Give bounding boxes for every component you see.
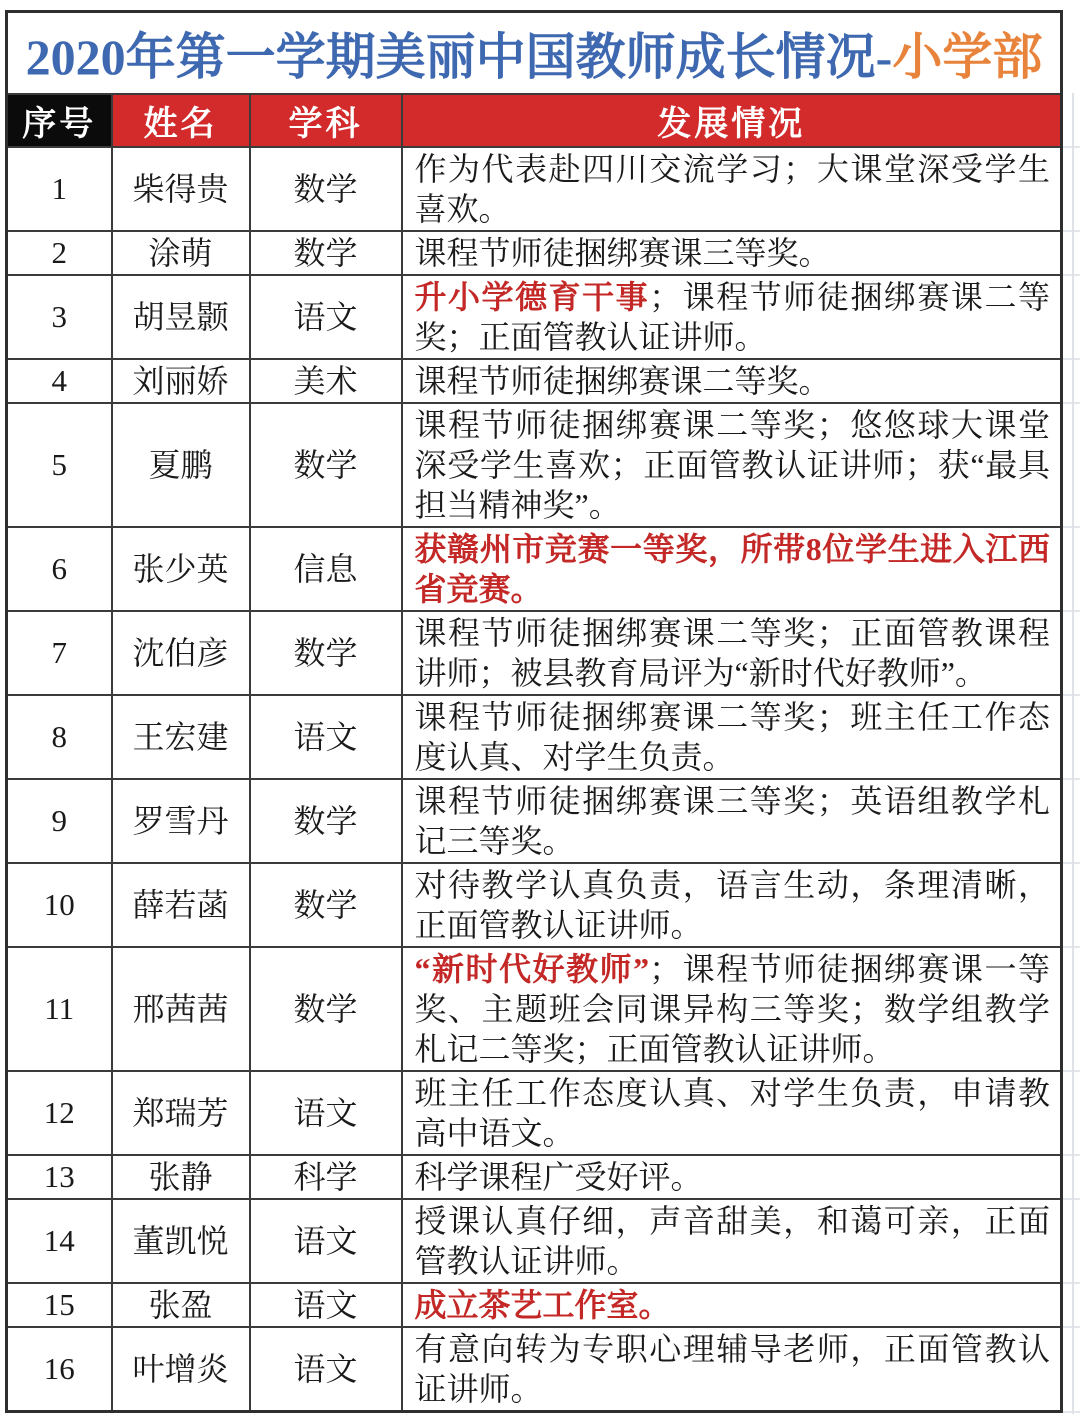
cell-development: [402, 1071, 1062, 1155]
cell-subject: 数学: [250, 947, 402, 1071]
table-row: [7, 403, 1062, 527]
column-header-subject: 学科: [250, 94, 402, 147]
table-row: [7, 1283, 1062, 1327]
cell-teacher-name: 沈伯彦: [112, 611, 250, 695]
cell-subject: 数学: [250, 403, 402, 527]
development-text: 课程节师徒捆绑赛课三等奖。: [414, 235, 831, 271]
table-row: [7, 695, 1062, 779]
cell-development: [402, 1327, 1062, 1412]
development-text-emphasis: 成立茶艺工作室。: [414, 1287, 671, 1323]
cell-subject: 语文: [250, 695, 402, 779]
cell-row-number: 8: [7, 695, 112, 779]
cell-development: [402, 527, 1062, 611]
development-text: 课程节师徒捆绑赛课二等奖；班主任工作态度认真、对学生负责。: [414, 699, 1050, 775]
table-row: [7, 611, 1062, 695]
table-row: [7, 947, 1062, 1071]
table-row: [7, 1199, 1062, 1283]
cell-row-number: 4: [7, 359, 112, 403]
column-header-development: 发展情况: [402, 94, 1062, 147]
table-row: [7, 527, 1062, 611]
cell-row-number: 2: [7, 231, 112, 275]
cell-development: [402, 779, 1062, 863]
cell-development: [402, 1155, 1062, 1199]
development-text: ；课程节师徒捆绑赛课一等奖、主题班会同课异构三等奖；数学组教学札记二等奖；正面管教认证讲师。: [414, 951, 1050, 1067]
page-title-suffix: 小学部: [892, 29, 1043, 85]
cell-row-number: 6: [7, 527, 112, 611]
cell-development: [402, 1283, 1062, 1327]
cell-subject: 美术: [250, 359, 402, 403]
cell-teacher-name: 涂萌: [112, 231, 250, 275]
cell-row-number: 7: [7, 611, 112, 695]
cell-teacher-name: 柴得贵: [112, 147, 250, 231]
cell-row-number: 5: [7, 403, 112, 527]
table-row: [7, 147, 1062, 231]
cell-teacher-name: 张盈: [112, 1283, 250, 1327]
cell-row-number: 11: [7, 947, 112, 1071]
development-text: 科学课程广受好评。: [414, 1159, 703, 1195]
table-row: [7, 1327, 1062, 1412]
cell-subject: 数学: [250, 779, 402, 863]
cell-teacher-name: 薛若菡: [112, 863, 250, 947]
cell-development: [402, 359, 1062, 403]
cell-teacher-name: 董凯悦: [112, 1199, 250, 1283]
development-text: 课程节师徒捆绑赛课二等奖。: [414, 363, 831, 399]
cell-teacher-name: 刘丽娇: [112, 359, 250, 403]
development-text-emphasis: 获赣州市竞赛一等奖，所带8位学生进入江西省竞赛。: [414, 531, 1050, 607]
column-header-name: 姓名: [112, 94, 250, 147]
page-title: [7, 12, 1062, 95]
cell-development: [402, 1199, 1062, 1283]
table-row: [7, 779, 1062, 863]
table-row: [7, 231, 1062, 275]
cell-teacher-name: 罗雪丹: [112, 779, 250, 863]
cell-subject: 语文: [250, 1199, 402, 1283]
table-body: [7, 12, 1062, 1412]
cell-subject: 语文: [250, 1327, 402, 1412]
cell-subject: 语文: [250, 1283, 402, 1327]
development-text: ；课程节师徒捆绑赛课二等奖；正面管教认证讲师。: [414, 279, 1050, 355]
cell-row-number: 9: [7, 779, 112, 863]
cell-development: [402, 947, 1062, 1071]
cell-subject: 语文: [250, 1071, 402, 1155]
cell-subject: 数学: [250, 147, 402, 231]
table-row: [7, 1155, 1062, 1199]
cell-development: [402, 231, 1062, 275]
cell-teacher-name: 胡昱颢: [112, 275, 250, 359]
development-text: 有意向转为专职心理辅导老师，正面管教认证讲师。: [414, 1331, 1050, 1407]
cell-subject: 科学: [250, 1155, 402, 1199]
table-row: [7, 863, 1062, 947]
cell-teacher-name: 张少英: [112, 527, 250, 611]
cell-development: [402, 611, 1062, 695]
cell-subject: 语文: [250, 275, 402, 359]
header-row: [7, 94, 1062, 147]
cell-row-number: 12: [7, 1071, 112, 1155]
table-row: [7, 275, 1062, 359]
cell-development: [402, 863, 1062, 947]
table-row: [7, 1071, 1062, 1155]
cell-subject: 信息: [250, 527, 402, 611]
cell-teacher-name: 叶增炎: [112, 1327, 250, 1412]
cell-row-number: 13: [7, 1155, 112, 1199]
cell-subject: 数学: [250, 611, 402, 695]
cell-development: [402, 275, 1062, 359]
development-text: 作为代表赴四川交流学习；大课堂深受学生喜欢。: [414, 151, 1050, 227]
cell-teacher-name: 郑瑞芳: [112, 1071, 250, 1155]
cell-row-number: 15: [7, 1283, 112, 1327]
cell-teacher-name: 王宏建: [112, 695, 250, 779]
cell-subject: 数学: [250, 863, 402, 947]
cell-row-number: 16: [7, 1327, 112, 1412]
development-text-emphasis: “新时代好教师”: [414, 951, 650, 987]
cell-row-number: 3: [7, 275, 112, 359]
column-header-no: 序号: [7, 94, 112, 147]
cell-row-number: 10: [7, 863, 112, 947]
cell-development: [402, 695, 1062, 779]
development-text: 课程节师徒捆绑赛课二等奖；正面管教课程讲师；被县教育局评为“新时代好教师”。: [414, 615, 1050, 691]
development-text: 授课认真仔细，声音甜美，和蔼可亲，正面管教认证讲师。: [414, 1203, 1050, 1279]
cell-teacher-name: 夏鹏: [112, 403, 250, 527]
cell-teacher-name: 邢茜茜: [112, 947, 250, 1071]
cell-teacher-name: 张静: [112, 1155, 250, 1199]
development-text: 对待教学认真负责，语言生动，条理清晰，正面管教认证讲师。: [414, 867, 1050, 943]
development-text-emphasis: 升小学德育干事: [414, 279, 650, 315]
cell-row-number: 14: [7, 1199, 112, 1283]
title-row: [7, 12, 1062, 95]
development-text: 课程节师徒捆绑赛课二等奖；悠悠球大课堂深受学生喜欢；正面管教认证讲师；获“最具担当精神奖”。: [414, 407, 1050, 523]
development-text: 课程节师徒捆绑赛课三等奖；英语组教学札记三等奖。: [414, 783, 1050, 859]
cell-development: [402, 403, 1062, 527]
cell-row-number: 1: [7, 147, 112, 231]
grid-continuation-line: [1072, 93, 1074, 1414]
teacher-growth-table: [5, 10, 1063, 1413]
development-text: 班主任工作态度认真、对学生负责，申请教高中语文。: [414, 1075, 1050, 1151]
cell-development: [402, 147, 1062, 231]
page-title-main: 2020年第一学期美丽中国教师成长情况-: [25, 29, 893, 85]
cell-subject: 数学: [250, 231, 402, 275]
table-row: [7, 359, 1062, 403]
